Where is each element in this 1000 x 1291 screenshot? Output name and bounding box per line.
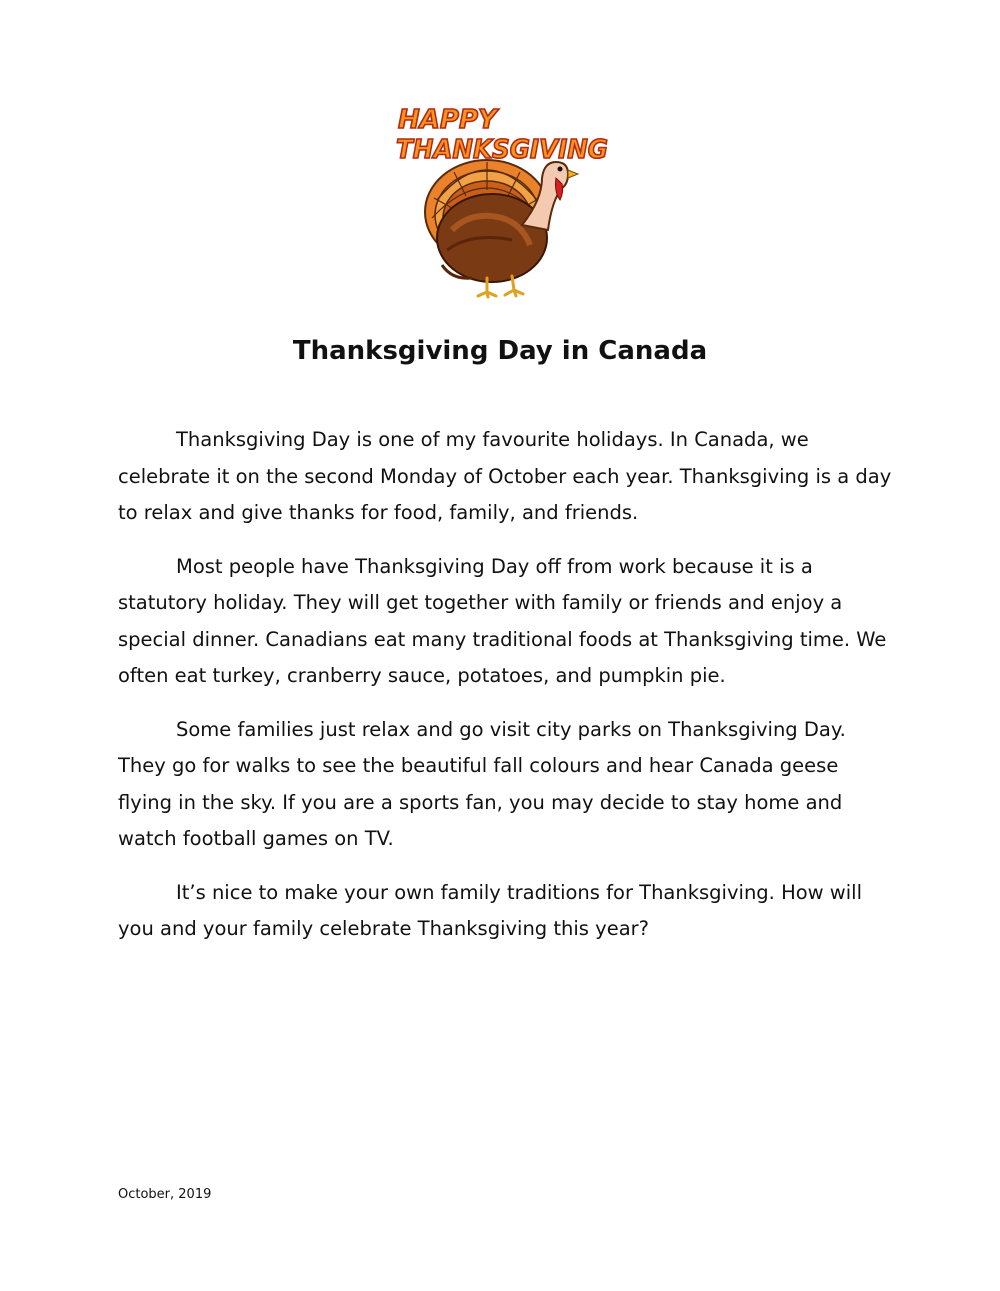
- happy-thanksgiving-turkey-logo: [392, 100, 612, 300]
- page-title: Thanksgiving Day in Canada: [292, 336, 708, 366]
- paragraph: Thanksgiving Day is one of my favourite holidays. In Canada, we celebrate it on the second Monday of October each year. Thanksgiving is a day to relax and give thanks for food, family, and friends.: [118, 428, 892, 524]
- paragraph: It’s nice to make your own family traditions for Thanksgiving. How will you and your family celebrate Thanksgiving this year?: [118, 880, 863, 940]
- logo-line-thanksgiving: THANKSGIVING: [396, 135, 608, 165]
- logo-line-happy: HAPPY: [398, 105, 497, 135]
- happy-thanksgiving-lettering: [396, 105, 608, 165]
- article-body: [118, 422, 898, 965]
- paragraph: Some families just relax and go visit city parks on Thanksgiving Day. They go for walks to see the beautiful fall colours and hear Canada geese flying in the sky. If you are a sports fan, you may decide to stay home and watch football games on TV.: [118, 717, 846, 850]
- turkey-body: [437, 194, 547, 282]
- paragraph: Most people have Thanksgiving Day off from work because it is a statutory holiday. They will get together with family or friends and enjoy a special dinner. Canadians eat many traditional foods at Thanksgiving time. We often eat turkey, cranberry sauce, potatoes, and pumpkin pie.: [118, 554, 887, 687]
- footer-date: October, 2019: [118, 1187, 212, 1202]
- turkey-illustration: [392, 100, 612, 300]
